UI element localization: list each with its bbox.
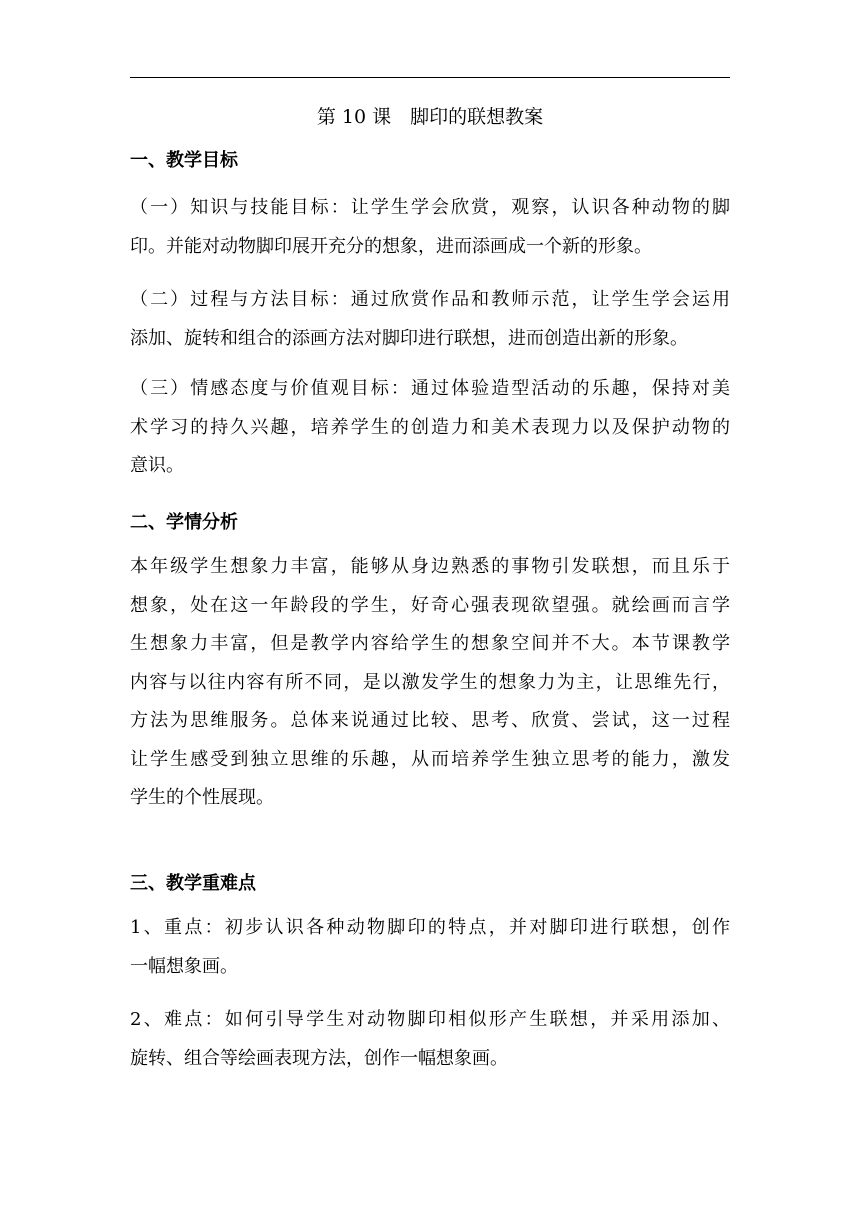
paragraph-line: 想象，处在这一年龄段的学生，好奇心强表现欲望强。就绘画而言学 [130, 594, 730, 616]
page-title: 第 10 课 脚印的联想教案 [316, 106, 544, 128]
header-rule [130, 77, 730, 78]
paragraph-line: 让学生感受到独立思维的乐趣，从而培养学生独立思考的能力，激发 [130, 748, 730, 770]
section-heading-teaching-goals: 一、教学目标 [130, 150, 238, 171]
section-heading-student-analysis: 二、学情分析 [130, 512, 238, 533]
paragraph-student-analysis [130, 548, 730, 818]
paragraph-line: 添加、旋转和组合的添画方法对脚印进行联想，进而创造出新的形象。 [130, 327, 688, 349]
paragraph-line: 意识。 [130, 455, 184, 476]
section-heading-key-difficult-points: 三、教学重难点 [130, 873, 256, 894]
paragraph-line: 一幅想象画。 [130, 955, 238, 977]
paragraph-line: 本年级学生想象力丰富，能够从身边熟悉的事物引发联想，而且乐于 [130, 556, 730, 577]
paragraph-line: 内容与以往内容有所不同，是以激发学生的想象力为主，让思维先行， [130, 671, 730, 693]
paragraph-line: 方法为思维服务。总体来说通过比较、思考、欣赏、尝试，这一过程 [130, 710, 730, 731]
paragraph-line: （一）知识与技能目标：让学生学会欣赏，观察，认识各种动物的脚 [130, 197, 730, 218]
paragraph-line: 术学习的持久兴趣，培养学生的创造力和美术表现力以及保护动物的 [130, 416, 730, 438]
paragraph-emotion-value-goal [130, 370, 730, 486]
paragraph-line: 旋转、组合等绘画表现方法，创作一幅想象画。 [130, 1047, 508, 1069]
paragraph-line: 印。并能对动物脚印展开充分的想象，进而添画成一个新的形象。 [130, 235, 652, 257]
paragraph-line: 学生的个性展现。 [130, 787, 274, 808]
paragraph-line: 1、重点：初步认识各种动物脚印的特点，并对脚印进行联想，创作 [130, 917, 730, 938]
paragraph-line: 生想象力丰富，但是教学内容给学生的想象空间并不大。本节课教学 [130, 633, 730, 654]
paragraph-key-point [130, 909, 730, 986]
paragraph-line: （三）情感态度与价值观目标：通过体验造型活动的乐趣，保持对美 [130, 378, 730, 399]
paragraph-difficult-point [130, 1001, 730, 1078]
paragraph-process-method-goal [130, 281, 730, 358]
paragraph-line: （二）过程与方法目标：通过欣赏作品和教师示范，让学生学会运用 [130, 289, 730, 310]
paragraph-line: 2、难点：如何引导学生对动物脚印相似形产生联想，并采用添加、 [130, 1009, 730, 1030]
paragraph-knowledge-skill-goal [130, 189, 730, 266]
